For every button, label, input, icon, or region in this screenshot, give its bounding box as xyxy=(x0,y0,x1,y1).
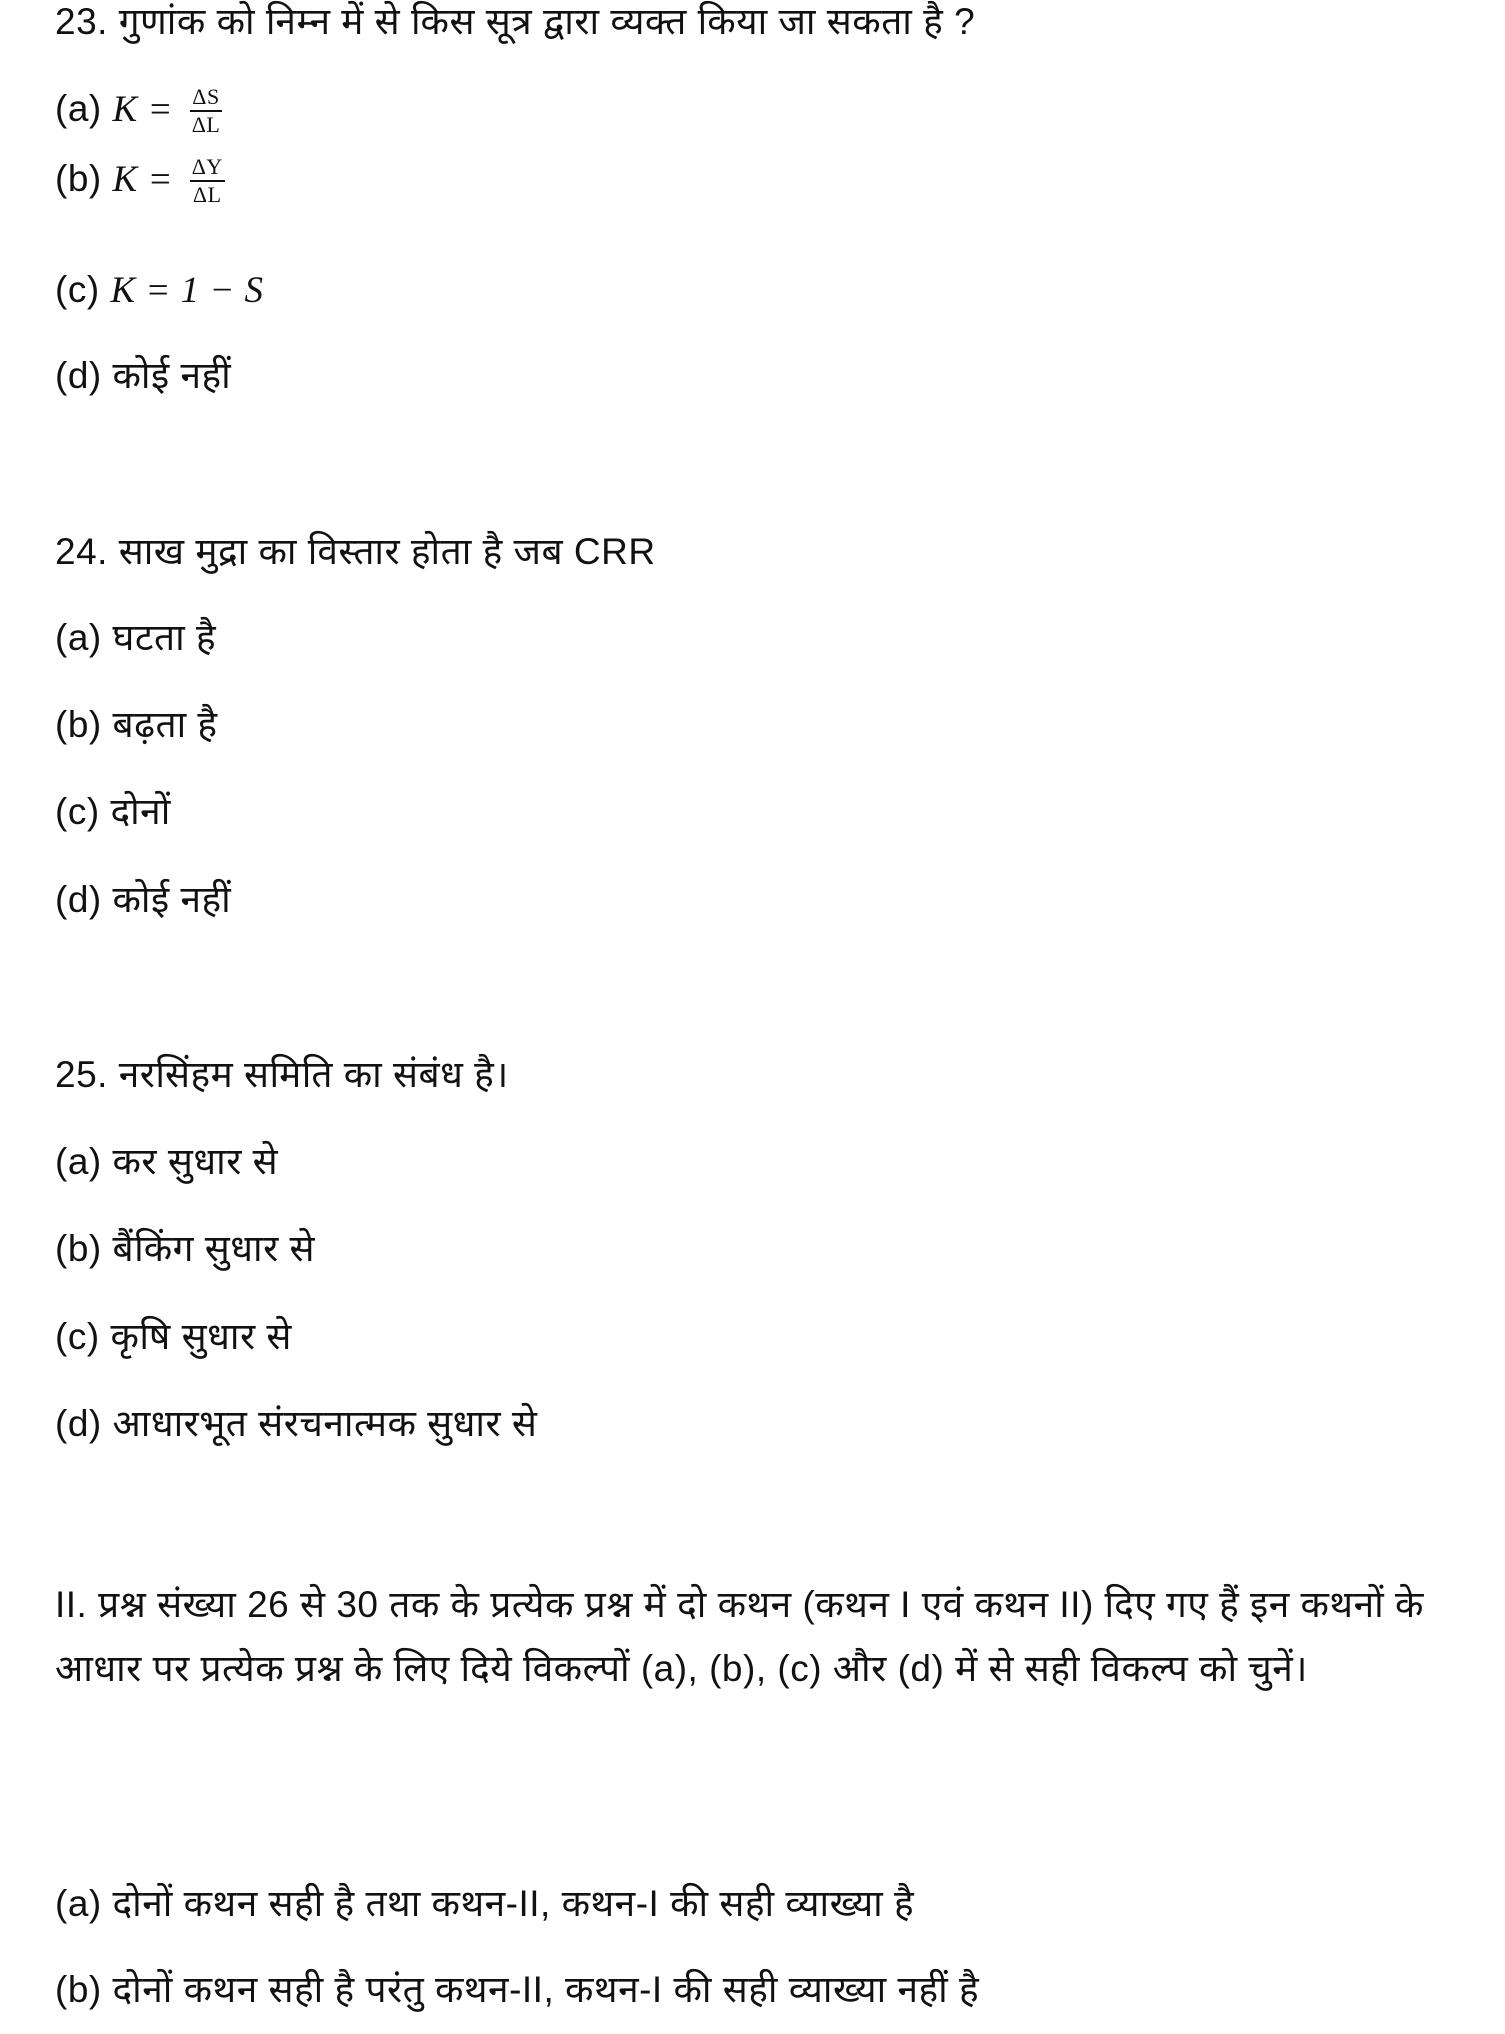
q25-option-d: (d) आधारभूत संरचनात्मक सुधार से xyxy=(55,1403,538,1444)
q25-option-c: (c) कृषि सुधार से xyxy=(55,1316,292,1357)
q24-option-c: (c) दोनों xyxy=(55,791,171,832)
question-text: 23. गुणांक को निम्न में से किस सूत्र द्वारा व्यक्त किया जा सकता है ? xyxy=(55,1,976,42)
fraction: $\frac{\Delta S}{\Delta L}$ xyxy=(191,84,221,137)
instructions-paragraph: II. प्रश्न संख्या 26 से 30 तक के प्रत्येक प्रश्न में दो कथन (कथन I एवं कथन II) दिए गए हैं इन कथनों के आधार पर प्रत्येक प्रश्न के लिए दिये विकल्पों (a), (b), (c) और (d) में से सही विकल्प को चुनें। xyxy=(55,1584,1424,1689)
q23-option-a: (a) K = $\frac{\Delta S}{\Delta L}$ xyxy=(55,84,221,137)
statement-option-a: (a) दोनों कथन सही है तथा कथन-II, कथन-I की सही व्याख्या है xyxy=(55,1883,915,1924)
q23-option-c: (c) K = 1 − S xyxy=(55,269,264,311)
question-23 xyxy=(55,0,975,44)
question-text: 24. साख मुद्रा का विस्तार होता है जब CRR xyxy=(55,531,656,572)
fraction: $\frac{\Delta Y}{\Delta L}$ xyxy=(191,154,223,207)
question-25 xyxy=(55,1053,509,1097)
q25-option-a: (a) कर सुधार से xyxy=(55,1141,279,1182)
q24-option-b: (b) बढ़ता है xyxy=(55,704,218,745)
q23-option-b: (b) K = $\frac{\Delta Y}{\Delta L}$ xyxy=(55,154,223,207)
question-text: 25. नरसिंहम समिति का संबंध है। xyxy=(55,1054,509,1095)
statement-option-b: (b) दोनों कथन सही है परंतु कथन-II, कथन-I की सही व्याख्या नहीं है xyxy=(55,1969,980,2010)
question-24 xyxy=(55,530,656,574)
q23-option-d: (d) कोई नहीं xyxy=(55,355,232,396)
q24-option-a: (a) घटता है xyxy=(55,617,217,658)
q24-option-d: (d) कोई नहीं xyxy=(55,879,232,920)
q25-option-b: (b) बैंकिंग सुधार से xyxy=(55,1228,316,1269)
